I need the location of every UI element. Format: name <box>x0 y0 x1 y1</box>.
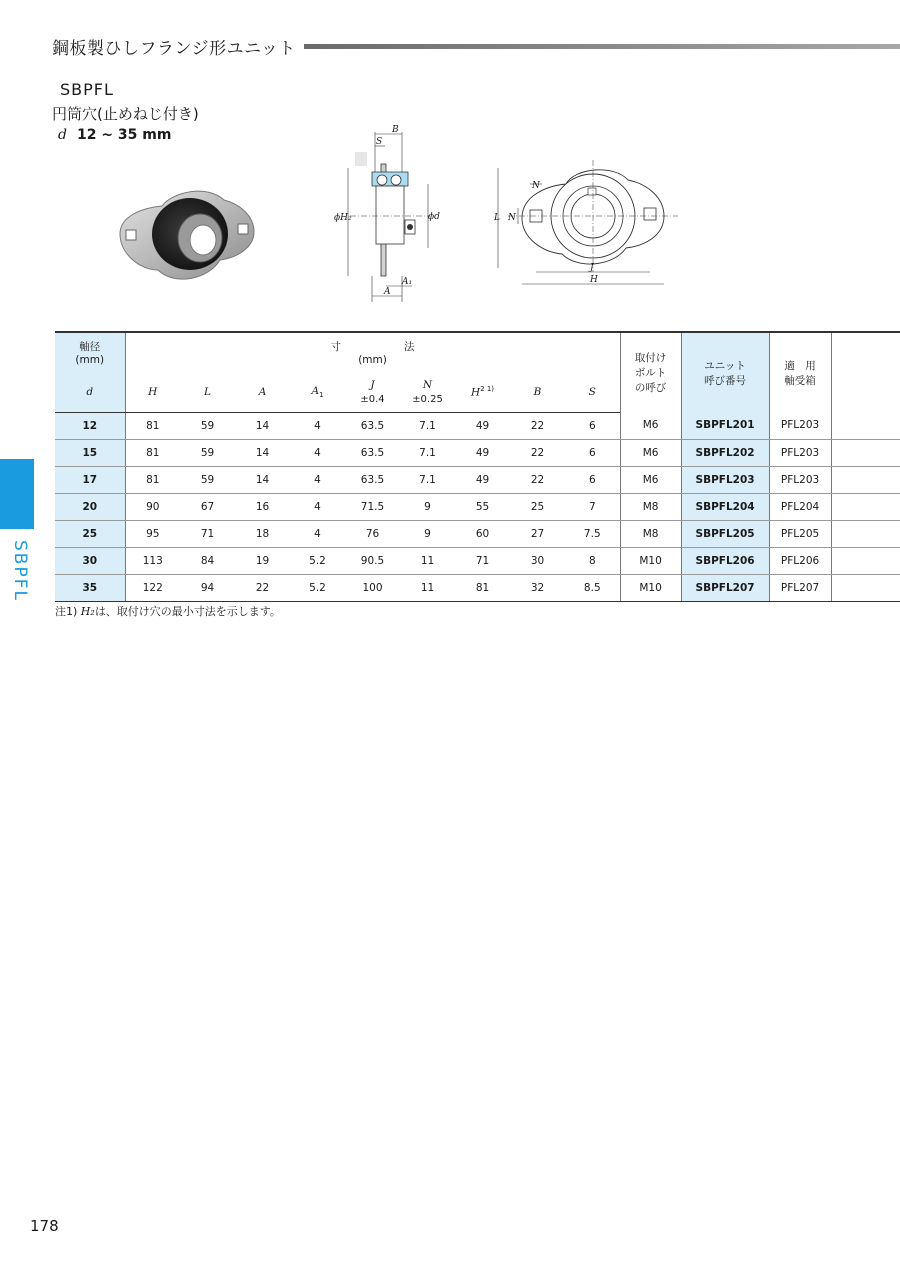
cell-h: 95 <box>125 520 180 547</box>
cell-b: 22 <box>510 412 565 439</box>
header-bolt-line2: ボルト <box>634 367 667 379</box>
cell-n: 7.1 <box>400 412 455 439</box>
cell-a: 14 <box>235 466 290 493</box>
header-J-label: J <box>370 378 375 391</box>
footnote-text: は、取付け穴の最小寸法を示します。 <box>94 605 281 618</box>
cell-a1: 4 <box>290 493 345 520</box>
cell-s: 8 <box>565 547 620 574</box>
cell-n: 11 <box>400 574 455 601</box>
cell-s: 6 <box>565 466 620 493</box>
table-row <box>55 439 900 466</box>
cell-a: 18 <box>235 520 290 547</box>
header-bore-unit: (mm) <box>75 354 105 366</box>
product-photo <box>112 180 262 290</box>
footnote-prefix: 注1) <box>55 605 78 618</box>
cell-bolt: M6 <box>620 439 681 466</box>
footnote <box>55 603 281 619</box>
header-L-label: L <box>204 385 211 398</box>
header-bolt-line1: 取付け <box>634 352 667 364</box>
header-H-label: H <box>148 385 158 398</box>
front-view-drawing <box>488 150 688 295</box>
cell-d: 35 <box>55 574 125 601</box>
cell-blank <box>831 439 900 466</box>
cell-j: 63.5 <box>345 439 400 466</box>
cell-a1: 5.2 <box>290 547 345 574</box>
cell-bolt: M10 <box>620 547 681 574</box>
cell-n: 9 <box>400 520 455 547</box>
cell-a: 16 <box>235 493 290 520</box>
table-row <box>55 574 900 601</box>
header-L <box>180 372 235 412</box>
section-header <box>52 34 900 58</box>
dim-label-H2: ϕH₂ <box>334 213 352 223</box>
table-row <box>55 412 900 439</box>
cell-b: 30 <box>510 547 565 574</box>
footnote-symbol: H₂ <box>80 605 95 618</box>
cell-b: 27 <box>510 520 565 547</box>
header-bolt <box>620 332 681 412</box>
header-housing <box>769 332 831 412</box>
header-bolt-line3: の呼び <box>634 382 667 394</box>
cell-s: 7 <box>565 493 620 520</box>
cell-housing: PFL203 <box>769 412 831 439</box>
dim-label-A: A <box>384 287 391 297</box>
cell-unit: SBPFL201 <box>681 412 769 439</box>
cell-a1: 5.2 <box>290 574 345 601</box>
header-bore <box>55 332 125 372</box>
cell-a1: 4 <box>290 439 345 466</box>
header-bore-symbol: d <box>55 372 125 412</box>
cell-a1: 4 <box>290 412 345 439</box>
header-J-tolerance: ±0.4 <box>360 393 385 405</box>
cell-l: 94 <box>180 574 235 601</box>
cell-l: 59 <box>180 412 235 439</box>
bore-range <box>58 127 171 143</box>
cell-d: 12 <box>55 412 125 439</box>
header-A1 <box>290 372 345 412</box>
table-row <box>55 493 900 520</box>
cell-l: 59 <box>180 466 235 493</box>
cell-unit: SBPFL204 <box>681 493 769 520</box>
cell-unit: SBPFL203 <box>681 466 769 493</box>
header-A-label: A <box>258 385 267 398</box>
header-S <box>565 372 620 412</box>
cell-a: 14 <box>235 439 290 466</box>
header-B-label: B <box>533 385 542 398</box>
cell-h: 81 <box>125 412 180 439</box>
header-H <box>125 372 180 412</box>
cell-h: 81 <box>125 466 180 493</box>
cell-d: 30 <box>55 547 125 574</box>
cell-h2: 49 <box>455 466 510 493</box>
cell-h2: 49 <box>455 412 510 439</box>
header-dimensions-label: 寸 法 <box>330 341 415 353</box>
cell-n: 11 <box>400 547 455 574</box>
header-dimensions-unit: (mm) <box>358 354 387 366</box>
model-name: SBPFL <box>60 80 114 99</box>
cell-h: 81 <box>125 439 180 466</box>
cell-s: 8.5 <box>565 574 620 601</box>
header-unit-line2: 呼び番号 <box>704 374 747 387</box>
cell-blank <box>831 493 900 520</box>
table-row <box>55 520 900 547</box>
header-S-label: S <box>588 385 596 398</box>
header-bore-label: 軸径 <box>79 341 101 353</box>
cell-a: 14 <box>235 412 290 439</box>
table-row <box>55 466 900 493</box>
cell-n: 7.1 <box>400 439 455 466</box>
cell-blank <box>831 520 900 547</box>
cell-unit: SBPFL202 <box>681 439 769 466</box>
cell-blank <box>831 412 900 439</box>
cell-j: 71.5 <box>345 493 400 520</box>
dim-label-N-side: N <box>508 213 516 223</box>
cell-blank <box>831 574 900 601</box>
cell-l: 59 <box>180 439 235 466</box>
cell-housing: PFL203 <box>769 466 831 493</box>
dim-label-B: B <box>392 125 399 135</box>
cell-d: 17 <box>55 466 125 493</box>
header-dimensions <box>125 332 620 372</box>
cell-bolt: M6 <box>620 412 681 439</box>
cell-b: 22 <box>510 466 565 493</box>
cell-housing: PFL203 <box>769 439 831 466</box>
cell-d: 15 <box>55 439 125 466</box>
cell-housing: PFL206 <box>769 547 831 574</box>
cell-blank <box>831 547 900 574</box>
cell-j: 90.5 <box>345 547 400 574</box>
cell-s: 6 <box>565 412 620 439</box>
header-A1-label: A <box>311 384 320 397</box>
header-unit-line1: ユニット <box>704 359 746 372</box>
cell-h2: 71 <box>455 547 510 574</box>
cell-a: 19 <box>235 547 290 574</box>
bore-type-subtitle: 円筒穴(止めねじ付き) <box>52 105 199 123</box>
cell-d: 20 <box>55 493 125 520</box>
cell-j: 100 <box>345 574 400 601</box>
header-H2-sup: 2 1) <box>480 385 495 393</box>
cell-h: 113 <box>125 547 180 574</box>
cell-b: 22 <box>510 439 565 466</box>
header-N-tolerance: ±0.25 <box>412 393 443 405</box>
header-housing-line1: 適 用 <box>784 359 816 372</box>
cell-bolt: M8 <box>620 520 681 547</box>
dim-label-L: L <box>494 213 500 223</box>
cell-housing: PFL207 <box>769 574 831 601</box>
cell-a1: 4 <box>290 520 345 547</box>
cell-h: 122 <box>125 574 180 601</box>
cell-bolt: M6 <box>620 466 681 493</box>
dim-label-J: J <box>590 263 594 273</box>
header-B <box>510 372 565 412</box>
header-A1-sub: 1 <box>319 390 324 399</box>
header-J <box>345 372 400 412</box>
section-rule <box>304 44 900 49</box>
cell-housing: PFL205 <box>769 520 831 547</box>
cell-l: 84 <box>180 547 235 574</box>
dim-label-A1: A₁ <box>402 277 413 287</box>
cell-unit: SBPFL207 <box>681 574 769 601</box>
header-A <box>235 372 290 412</box>
cell-bolt: M10 <box>620 574 681 601</box>
cell-a: 22 <box>235 574 290 601</box>
table-row <box>55 547 900 574</box>
cell-s: 6 <box>565 439 620 466</box>
side-section-drawing <box>330 124 450 306</box>
cell-h2: 81 <box>455 574 510 601</box>
header-H2 <box>455 372 510 412</box>
section-title: 鋼板製ひしフランジ形ユニット <box>52 39 296 59</box>
cell-s: 7.5 <box>565 520 620 547</box>
dim-label-S: S <box>376 137 383 147</box>
cell-b: 32 <box>510 574 565 601</box>
bore-range-text: 12 ~ 35 mm <box>76 127 172 143</box>
page-number: 178 <box>30 1217 59 1235</box>
cell-d: 25 <box>55 520 125 547</box>
cell-h: 90 <box>125 493 180 520</box>
cell-h2: 49 <box>455 439 510 466</box>
header-unit-number <box>681 332 769 412</box>
header-N <box>400 372 455 412</box>
cell-l: 71 <box>180 520 235 547</box>
cell-h2: 60 <box>455 520 510 547</box>
cell-j: 76 <box>345 520 400 547</box>
cell-j: 63.5 <box>345 466 400 493</box>
header-housing-line2: 軸受箱 <box>784 374 816 387</box>
cell-n: 7.1 <box>400 466 455 493</box>
cell-b: 25 <box>510 493 565 520</box>
dim-label-H: H <box>590 275 598 285</box>
header-N-label: N <box>422 378 433 391</box>
cell-a1: 4 <box>290 466 345 493</box>
cell-housing: PFL204 <box>769 493 831 520</box>
cell-unit: SBPFL206 <box>681 547 769 574</box>
header-H2-label: H <box>470 386 481 399</box>
bore-symbol: d <box>58 127 67 143</box>
cell-bolt: M8 <box>620 493 681 520</box>
side-index-tab[interactable] <box>0 459 34 529</box>
cell-unit: SBPFL205 <box>681 520 769 547</box>
header-blank <box>831 332 900 412</box>
dim-label-d: ϕd <box>428 212 440 222</box>
side-index-label: SBPFL <box>10 540 30 602</box>
cell-j: 63.5 <box>345 412 400 439</box>
cell-h2: 55 <box>455 493 510 520</box>
cell-blank <box>831 466 900 493</box>
cell-n: 9 <box>400 493 455 520</box>
cell-l: 67 <box>180 493 235 520</box>
dimension-table <box>55 331 900 602</box>
dim-label-N-top: N <box>532 181 540 191</box>
